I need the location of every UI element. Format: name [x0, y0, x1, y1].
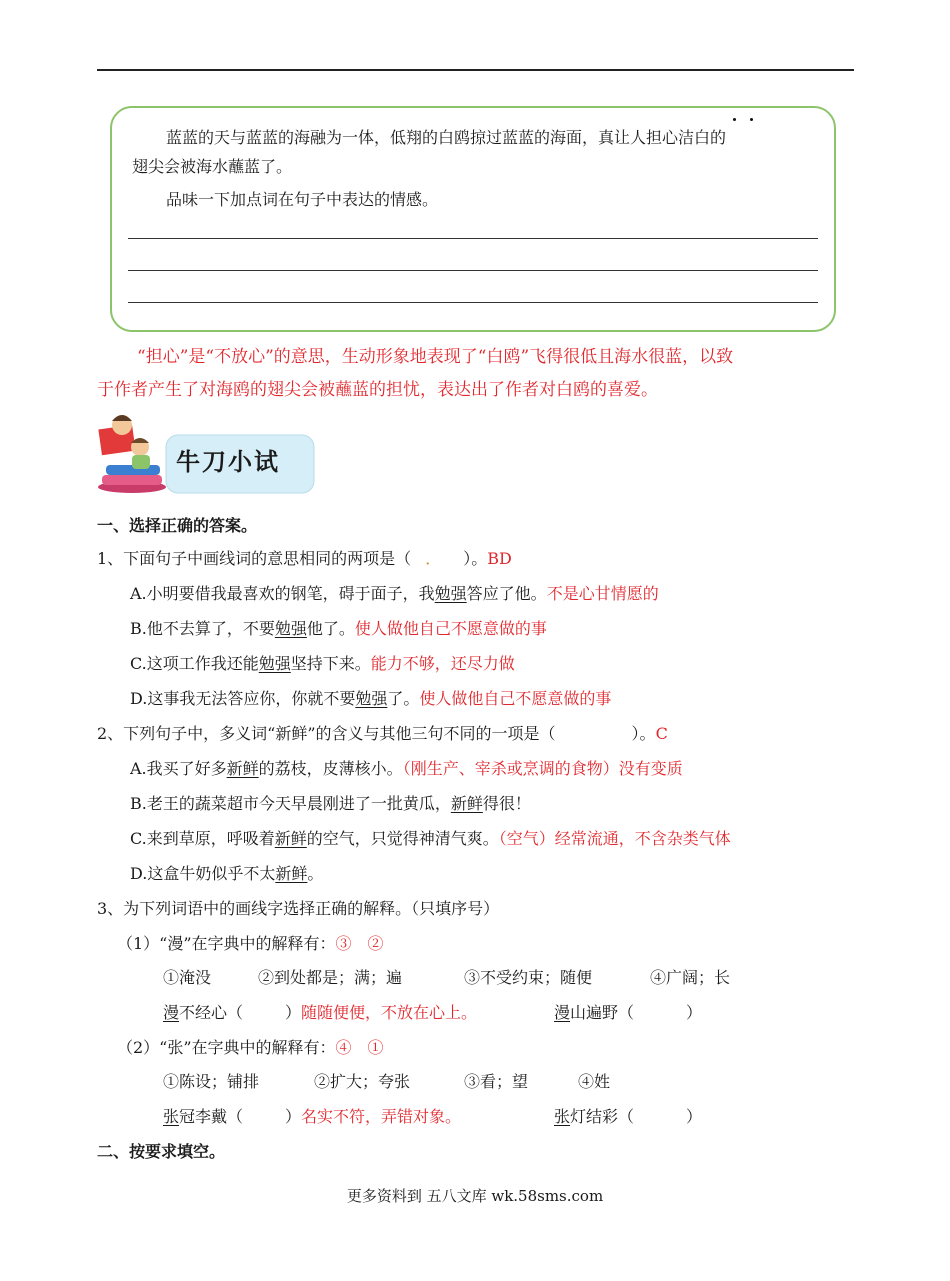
- q2-b-text: B.老王的蔬菜超市今天早晨刚进了一批黄瓜，: [130, 794, 451, 813]
- q3-p1-w1-rest: 不经心（: [179, 1003, 244, 1022]
- passage-prompt: 品味一下加点词在句子中表达的情感。: [166, 190, 439, 209]
- q3-part1-label: [117, 934, 384, 954]
- q2-stem: [97, 724, 668, 744]
- q3-p2-w1-close: ）: [285, 1107, 302, 1126]
- q2-option-d: [130, 864, 323, 884]
- q1-d-word: 勉强: [355, 689, 388, 708]
- emphasis-dot: [733, 118, 736, 121]
- q3-p1-w1-note: 随随便便，不放在心上。: [301, 1003, 478, 1022]
- q2-a-word: 新鲜: [226, 759, 259, 778]
- q1-option-c: [130, 654, 515, 674]
- passage-line-2: 翅尖会被海水蘸蓝了。: [132, 157, 293, 176]
- q3-p1-w2-char: 漫: [554, 1003, 571, 1022]
- passage-line-1: 蓝蓝的天与蓝蓝的海融为一体，低翔的白鸥掠过蓝蓝的海面，真让人担心洁白的: [166, 128, 727, 147]
- q2-option-c: [130, 829, 731, 849]
- q3-p2-opt-1: ①陈设；铺排: [163, 1072, 260, 1091]
- q3-part2-label: [117, 1038, 384, 1058]
- answer-line: [128, 238, 818, 239]
- q2-b-word: 新鲜: [450, 794, 483, 813]
- q3-p2-w1-note: 名实不符，弄错对象。: [301, 1107, 462, 1126]
- q1-option-b: [130, 619, 547, 639]
- q3-p2-w2-close: ）: [686, 1107, 703, 1126]
- q3-p1-opt-2: ②到处都是；满；遍: [258, 968, 403, 987]
- answer-line: [128, 270, 818, 271]
- q3-p1-w2-rest: 山遍野（: [570, 1003, 635, 1022]
- q3-p2-opt-4: ④姓: [578, 1072, 611, 1091]
- q1-option-a: [130, 584, 659, 604]
- footer-link[interactable]: 更多资料到 五八文库 wk.58sms.com: [346, 1187, 604, 1205]
- q1-b-post: 他了。: [306, 619, 355, 638]
- emphasis-dot: [750, 118, 753, 121]
- q1-b-note: 使人做他自己不愿意做的事: [354, 619, 547, 638]
- q3-p2-opt-2: ②扩大；夸张: [314, 1072, 411, 1091]
- q3-p1-w1-char: 漫: [163, 1003, 180, 1022]
- q1-stem-end: ）。: [463, 549, 488, 568]
- q1-dot: ．: [425, 549, 434, 568]
- q2-c-post: 的空气，只觉得神清气爽。: [306, 829, 499, 848]
- q3-p2-w2-rest: 灯结彩（: [570, 1107, 635, 1126]
- q1-stem: [97, 549, 512, 569]
- q3-p2-word-2: [554, 1107, 702, 1127]
- q1-d-text: D.这事我无法答应你，你就不要: [130, 689, 356, 708]
- q1-c-text: C.这项工作我还能: [130, 654, 259, 673]
- q2-answer: C: [655, 724, 668, 743]
- q3-p1-opt-1: ①淹没: [163, 968, 212, 987]
- q1-c-note: 能力不够，还尽力做: [370, 654, 515, 673]
- header-rule: [97, 69, 854, 71]
- q2-a-note: （刚生产、宰杀或烹调的食物）没有变质: [402, 759, 683, 778]
- q2-stem-text: 2、下列句子中，多义词“新鲜”的含义与其他三句不同的一项是（: [97, 724, 556, 743]
- q2-d-text: D.这盒牛奶似乎不太: [130, 864, 276, 883]
- q1-d-note: 使人做他自己不愿意做的事: [419, 689, 612, 708]
- q3-p2-w1-rest: 冠李戴（: [179, 1107, 244, 1126]
- passage-answer-line-2: 于作者产生了对海鸥的翅尖会被蘸蓝的担忧，表达出了作者对白鸥的喜爱。: [97, 380, 658, 400]
- q2-c-word: 新鲜: [274, 829, 307, 848]
- q2-d-post: 。: [307, 864, 324, 883]
- q1-a-note: 不是心甘情愿的: [546, 584, 659, 603]
- q3-p1-answer: ③ ②: [335, 934, 384, 953]
- q1-option-d: [130, 689, 611, 709]
- q2-stem-end: ）。: [631, 724, 656, 743]
- q1-answer: BD: [487, 549, 512, 568]
- q3-p1-w2-close: ）: [686, 1003, 703, 1022]
- q3-p2-word-1: [163, 1107, 461, 1127]
- answer-line: [128, 302, 818, 303]
- q2-option-b: [130, 794, 531, 814]
- q3-p1-word-1: [163, 1003, 477, 1023]
- q3-p2-label-text: （2）“张”在字典中的解释有：: [117, 1038, 336, 1057]
- q3-stem: 3、为下列词语中的画线字选择正确的解释。（只填序号）: [97, 899, 500, 918]
- q1-c-post: 坚持下来。: [290, 654, 371, 673]
- q1-a-word: 勉强: [434, 584, 467, 603]
- q3-p1-opt-3: ③不受约束；随便: [464, 968, 593, 987]
- q3-p2-answer: ④ ①: [335, 1038, 384, 1057]
- q1-c-word: 勉强: [258, 654, 291, 673]
- q1-b-text: B.他不去算了，不要: [130, 619, 275, 638]
- q3-p2-w2-char: 张: [554, 1107, 571, 1126]
- q2-c-text: C.来到草原，呼吸着: [130, 829, 275, 848]
- q2-a-text: A.我买了好多: [130, 759, 227, 778]
- q3-p1-word-2: [554, 1003, 702, 1023]
- q1-d-post: 了。: [387, 689, 420, 708]
- q3-p2-w1-char: 张: [163, 1107, 180, 1126]
- q1-a-text: A.小明要借我最喜欢的钢笔，碍于面子，我: [130, 584, 435, 603]
- q1-b-word: 勉强: [274, 619, 307, 638]
- q3-p1-w1-close: ）: [285, 1003, 302, 1022]
- q3-p2-opt-3: ③看；望: [464, 1072, 529, 1091]
- q1-a-post: 答应了他。: [466, 584, 547, 603]
- q3-p1-opt-4: ④广阔；长: [650, 968, 731, 987]
- q2-c-note: （空气）经常流通，不含杂类气体: [498, 829, 731, 848]
- passage-answer-line-1: “担心”是“不放心”的意思，生动形象地表现了“白鸥”飞得很低且海水很蓝，以致: [137, 347, 734, 367]
- q3-p1-label-text: （1）“漫”在字典中的解释有：: [117, 934, 336, 953]
- section-2-heading: 二、按要求填空。: [97, 1142, 226, 1161]
- q1-stem-text: 1、下面句子中画线词的意思相同的两项是（: [97, 549, 412, 568]
- q2-a-post: 的荔枝，皮薄核小。: [258, 759, 403, 778]
- q2-option-a: [130, 759, 683, 779]
- q2-b-post: 得很！: [482, 794, 531, 813]
- q2-d-word: 新鲜: [275, 864, 308, 883]
- section-1-heading: 一、选择正确的答案。: [97, 516, 258, 535]
- banner-title: 牛刀小试: [176, 448, 280, 476]
